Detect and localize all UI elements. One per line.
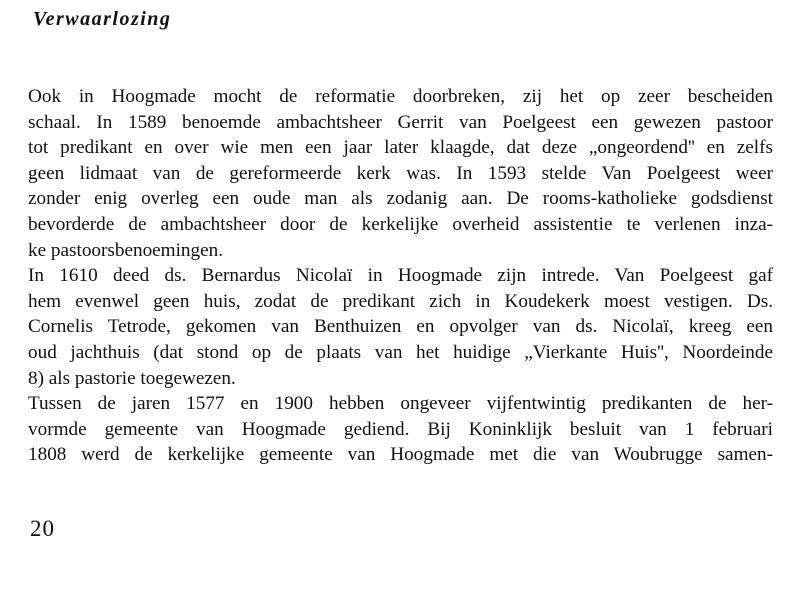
- text-line: Tussen de jaren 1577 en 1900 hebben ongeveer vijfentwintig predikanten de her-: [28, 393, 773, 415]
- text-line: ke pastoorsbenoemingen.: [28, 239, 224, 261]
- text-line: Ook in Hoogmade mocht de reformatie doorbreken, zij het op zeer bescheiden: [28, 86, 773, 107]
- text-line: 1808 werd de kerkelijke gemeente van Hoogmade met die van Woubrugge samen-: [28, 444, 773, 466]
- text-line: geen lidmaat van de gereformeerde kerk was. In 1593 stelde Van Poelgeest weer: [28, 162, 773, 184]
- text-line: bevorderde de ambachtsheer door de kerkelijke overheid assistentie te verlenen inza-: [28, 213, 773, 235]
- text-line: zonder enig overleg een oude man als zodanig aan. De rooms-katholieke godsdienst: [28, 188, 773, 210]
- text-line: 8) als pastorie toegewezen.: [28, 367, 236, 389]
- text-line: tot predikant en over wie men een jaar later klaagde, dat deze „ongeordend'' en zelfs: [28, 137, 773, 159]
- text-line: vormde gemeente van Hoogmade gediend. Bij Koninklijk besluit van 1 februari: [28, 418, 773, 440]
- section-heading: Verwaarlozing: [33, 8, 172, 30]
- text-line: schaal. In 1589 benoemde ambachtsheer Gerrit van Poelgeest een gewezen pastoor: [28, 111, 773, 133]
- page-number: 20: [30, 516, 55, 541]
- text-line: oud jachthuis (dat stond op de plaats van het huidige „Vierkante Huis'', Noordeinde: [28, 341, 773, 363]
- text-line: In 1610 deed ds. Bernardus Nicolaï in Hoogmade zijn intrede. Van Poelgeest gaf: [28, 265, 773, 287]
- text-line: Cornelis Tetrode, gekomen van Benthuizen en opvolger van ds. Nicolaï, kreeg een: [28, 316, 773, 338]
- text-line: hem evenwel geen huis, zodat de predikant zich in Koudekerk moest vestigen. Ds.: [28, 290, 773, 312]
- body-text: [28, 84, 773, 468]
